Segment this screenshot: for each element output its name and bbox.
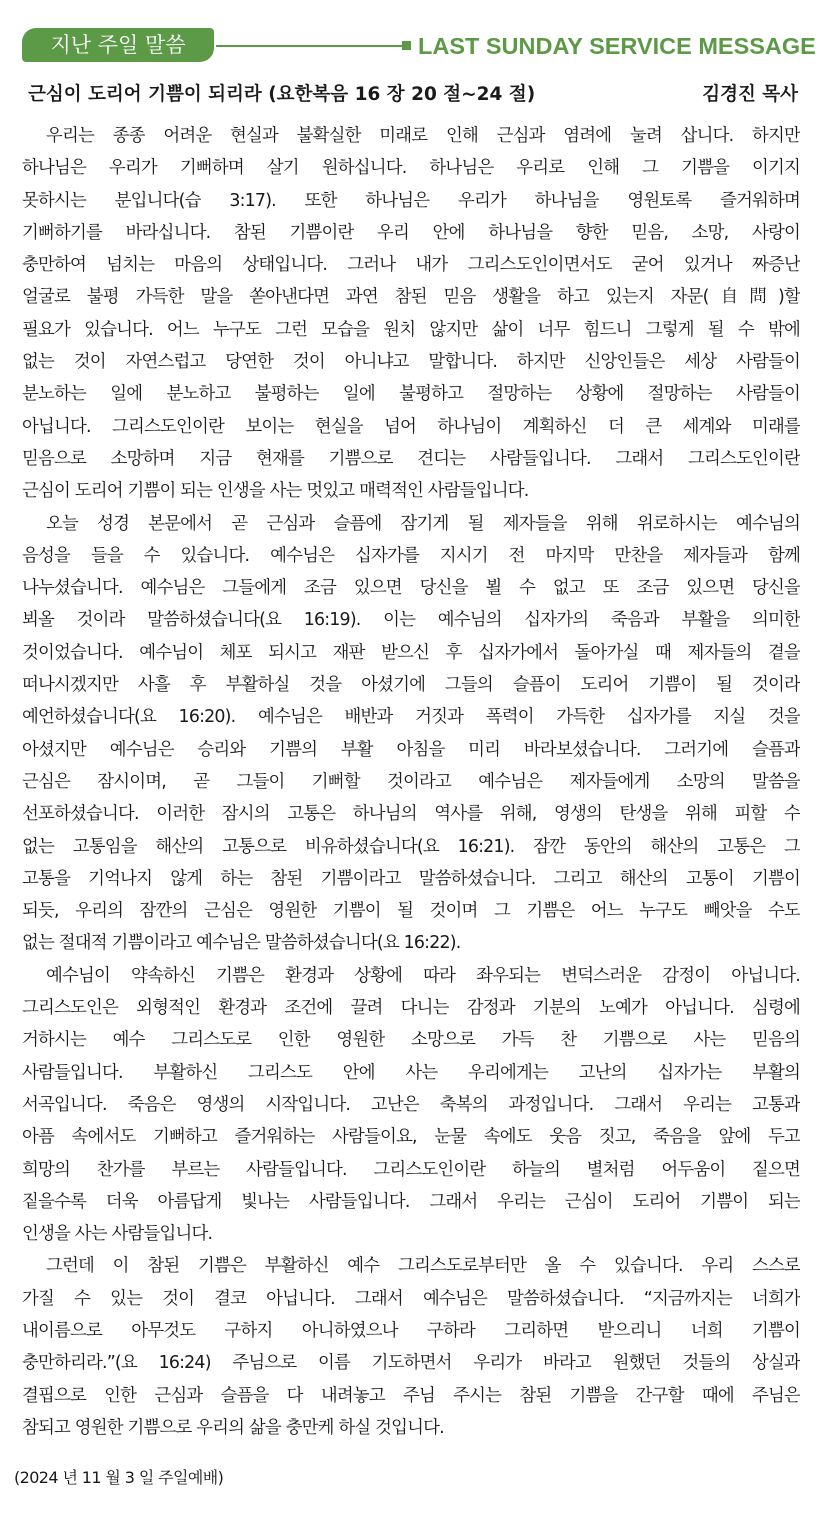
sermon-title-row bbox=[28, 80, 798, 110]
body-line: 얼굴로 불평 가득한 말을 쏟아낸다면 과연 참된 믿음 생활을 하고 있는지 자문(自問)할 bbox=[22, 287, 800, 308]
body-line: 예수님이 약속하신 기쁨은 환경과 상황에 따라 좌우되는 변덕스러운 감정이 아닙니다. bbox=[46, 965, 800, 986]
body-line: 충만하여 넘치는 마음의 상태입니다. 그러나 내가 그리스도인이면서도 굳어 있거나 짜증난 bbox=[22, 255, 800, 276]
body-line: 참되고 영원한 기쁨으로 우리의 삶을 충만케 하실 것입니다. bbox=[22, 1417, 444, 1438]
body-line: 뵈올 것이라 말씀하셨습니다(요 16:19). 이는 예수님의 십자가의 죽음과 부활을 의미한 bbox=[22, 610, 800, 631]
body-line: 오늘 성경 본문에서 곧 근심과 슬픔에 잠기게 될 제자들을 위해 위로하시는 예수님의 bbox=[46, 513, 800, 534]
section-tag: 지난 주일 말씀 bbox=[22, 28, 214, 62]
sermon-title: 근심이 도리어 기쁨이 되리라 (요한복음 16 장 20 절~24 절) bbox=[28, 84, 536, 105]
body-line: 서곡입니다. 죽음은 영생의 시작입니다. 고난은 축복의 과정입니다. 그래서 우리는 고통과 bbox=[22, 1094, 800, 1115]
body-line: 결핍으로 인한 근심과 슬픔을 다 내려놓고 주님 주시는 참된 기쁨을 간구할 때에 주님은 bbox=[22, 1385, 800, 1406]
body-line: 거하시는 예수 그리스도로 인한 영원한 소망으로 가득 찬 기쁨으로 사는 믿음의 bbox=[22, 1030, 800, 1051]
body-line: 희망의 찬가를 부르는 사람들입니다. 그리스도인이란 하늘의 별처럼 어두움이 짙으면 bbox=[22, 1159, 800, 1180]
body-line: 가질 수 있는 것이 결코 아닙니다. 그래서 예수님은 말씀하셨습니다. “지금까지는 너희가 bbox=[22, 1288, 800, 1309]
body-line: 없는 고통임을 해산의 고통으로 비유하셨습니다(요 16:21). 잠깐 동안의 해산의 고통은 그 bbox=[22, 836, 800, 857]
body-line: 아닙니다. 그리스도인이란 보이는 현실을 넘어 하나님이 계획하신 더 큰 세계와 미래를 bbox=[22, 416, 800, 437]
body-line: 아픔 속에서도 기뻐하고 즐거워하는 사람들이요, 눈물 속에도 웃음 짓고, 죽음을 앞에 두고 bbox=[22, 1127, 800, 1148]
body-line: 못하시는 분입니다(습 3:17). 또한 하나님은 우리가 하나님을 영원토록 즐거워하며 bbox=[22, 190, 800, 211]
body-line: 충만하리라.”(요 16:24) 주님으로 이름 기도하면서 우리가 바라고 원했던 것들의 상실과 bbox=[22, 1353, 800, 1374]
body-line: 그리스도인은 외형적인 환경과 조건에 끌려 다니는 감정과 기분의 노예가 아닙니다. 심령에 bbox=[22, 998, 800, 1019]
body-line: 나누셨습니다. 예수님은 그들에게 조금 있으면 당신을 뵐 수 없고 또 조금 있으면 당신을 bbox=[22, 578, 800, 599]
body-line: 예언하셨습니다(요 16:20). 예수님은 배반과 거짓과 폭력이 가득한 십자가를 지실 것을 bbox=[22, 707, 800, 728]
body-line: 분노하는 일에 분노하고 불평하는 일에 불평하고 절망하는 상황에 절망하는 사람들이 bbox=[22, 384, 800, 405]
sermon-author: 김경진 목사 bbox=[702, 84, 798, 105]
header-divider-end bbox=[402, 41, 411, 50]
body-line: 선포하셨습니다. 이러한 잠시의 고통은 하나님의 역사를 위해, 영생의 탄생을 위해 피할 수 bbox=[22, 804, 800, 825]
service-date-note: (2024 년 11 월 3 일 주일예배) bbox=[14, 1468, 224, 1487]
body-line: 것이었습니다. 예수님이 체포 되시고 재판 받으신 후 십자가에서 돌아가실 때 제자들의 곁을 bbox=[22, 642, 800, 663]
body-line: 내이름으로 아무것도 구하지 아니하였으나 구하라 그리하면 받으리니 너희 기쁨이 bbox=[22, 1320, 800, 1341]
header-divider bbox=[216, 45, 404, 47]
body-line: 근심이 도리어 기쁨이 되는 인생을 사는 멋있고 매력적인 사람들입니다. bbox=[22, 481, 529, 502]
body-line: 기뻐하기를 바라십니다. 참된 기쁨이란 우리 안에 하나님을 향한 믿음, 소망, 사랑이 bbox=[22, 222, 800, 243]
sermon-body bbox=[22, 120, 800, 1444]
body-line: 없는 절대적 기쁨이라고 예수님은 말씀하셨습니다(요 16:22). bbox=[22, 933, 461, 954]
body-line: 필요가 있습니다. 어느 누구도 그런 모습을 원치 않지만 삶이 너무 힘드니 그렇게 될 수 밖에 bbox=[22, 319, 800, 340]
english-section-title: LAST SUNDAY SERVICE MESSAGE bbox=[418, 33, 816, 59]
body-line: 믿음으로 소망하며 지금 현재를 기쁨으로 견디는 사람들입니다. 그래서 그리스도인이란 bbox=[22, 448, 800, 469]
body-line: 되듯, 우리의 잠깐의 근심은 영원한 기쁨이 될 것이며 그 기쁨은 어느 누구도 빼앗을 수도 bbox=[22, 901, 800, 922]
body-line: 고통을 기억나지 않게 하는 참된 기쁨이라고 말씀하셨습니다. 그리고 해산의 고통이 기쁨이 bbox=[22, 868, 800, 889]
body-line: 하나님은 우리가 기뻐하며 살기 원하십니다. 하나님은 우리로 인해 그 기쁨을 이기지 bbox=[22, 158, 800, 179]
body-line: 아셨지만 예수님은 승리와 기쁨의 부활 아침을 미리 바라보셨습니다. 그러기에 슬픔과 bbox=[22, 739, 800, 760]
body-line: 떠나시겠지만 사흘 후 부활하실 것을 아셨기에 그들의 슬픔이 도리어 기쁨이 될 것이라 bbox=[22, 675, 800, 696]
body-line: 그런데 이 참된 기쁨은 부활하신 예수 그리스도로부터만 올 수 있습니다. 우리 스스로 bbox=[46, 1256, 800, 1277]
body-line: 음성을 들을 수 있습니다. 예수님은 십자가를 지시기 전 마지막 만찬을 제자들과 함께 bbox=[22, 545, 800, 566]
body-line: 없는 것이 자연스럽고 당연한 것이 아니냐고 말합니다. 하지만 신앙인들은 세상 사람들이 bbox=[22, 352, 800, 373]
body-line: 인생을 사는 사람들입니다. bbox=[22, 1224, 213, 1245]
body-line: 근심은 잠시이며, 곧 그들이 기뻐할 것이라고 예수님은 제자들에게 소망의 말씀을 bbox=[22, 771, 800, 792]
section-header bbox=[22, 26, 816, 64]
body-line: 사람들입니다. 부활하신 그리스도 안에 사는 우리에게는 고난의 십자가는 부활의 bbox=[22, 1062, 800, 1083]
body-line: 짙을수록 더욱 아름답게 빛나는 사람들입니다. 그래서 우리는 근심이 도리어 기쁨이 되는 bbox=[22, 1191, 800, 1212]
body-line: 우리는 종종 어려운 현실과 불확실한 미래로 인해 근심과 염려에 눌려 삽니다. 하지만 bbox=[46, 126, 800, 146]
